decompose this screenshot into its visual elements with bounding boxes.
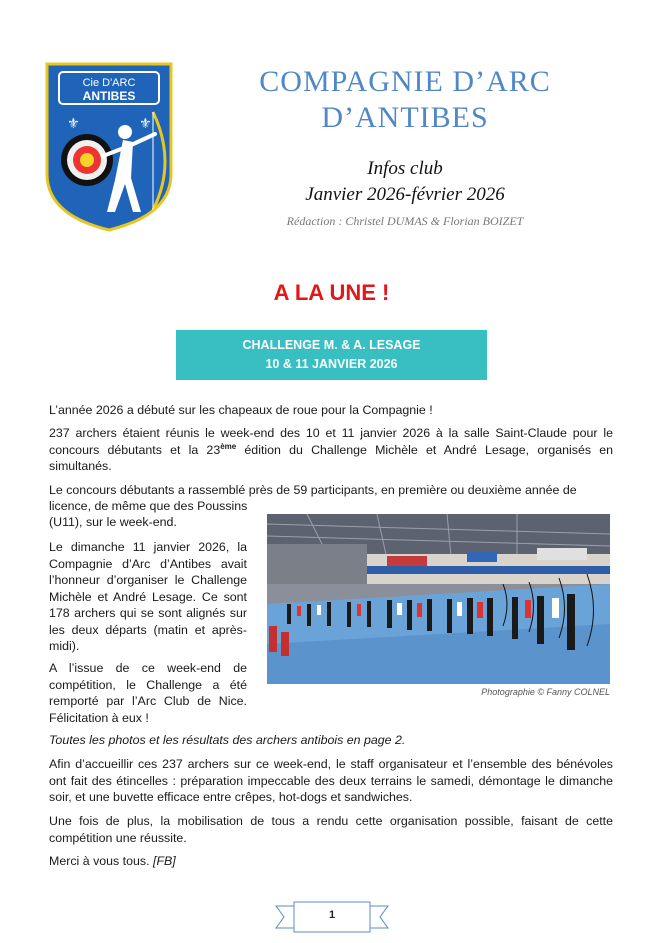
paragraph-beginners-line3: (U11), sur le week-end. xyxy=(49,515,177,529)
banner-date: 10 & 11 JANVIER 2026 xyxy=(265,357,398,371)
photo-caption: Photographie © Fanny COLNEL xyxy=(481,687,610,697)
club-title-line2: D’ANTIBES xyxy=(321,101,489,134)
newsletter-date-range: Janvier 2026-février 2026 xyxy=(305,184,505,205)
club-title-line1: COMPAGNIE D’ARC xyxy=(259,65,551,98)
page-number: 1 xyxy=(328,909,336,921)
newsletter-subtitle: Infos club xyxy=(367,158,443,179)
paragraph-winner: A l’issue de ce week-end de compétition, le Challenge a été remporté par l’Arc Club de Nice. Félicitation à eux ! xyxy=(49,661,247,725)
editors-credit: Rédaction : Christel DUMAS & Florian BOIZET xyxy=(286,214,524,228)
competition-photo xyxy=(267,514,610,684)
paragraph-mobilisation: Une fois de plus, la mobilisation de tous a rendu cette organisation possible, faisant de cette compétition une réussite. xyxy=(49,814,613,845)
paragraph-participants: 237 archers étaient réunis le week-end des 10 et 11 janvier 2026 à la salle Saint-Claude pour le concours débutants et la 23ème édition du Challenge Michèle et André Lesage, organisés en simultanés. xyxy=(49,426,614,473)
svg-text:⚜: ⚜ xyxy=(139,116,152,132)
headline: A LA UNE ! xyxy=(273,280,390,305)
section-banner xyxy=(176,330,487,380)
svg-text:⚜: ⚜ xyxy=(67,116,80,132)
club-logo xyxy=(45,62,173,232)
paragraph-beginners-line2: licence, de même que des Poussins xyxy=(49,499,248,513)
paragraph-challenge: Le dimanche 11 janvier 2026, la Compagnie d’Arc d’Antibes avait l’honneur d’organiser le Challenge Michèle et André Lesage. Ce sont 178 archers qui se sont alignés sur les deux départs (matin et après-midi). xyxy=(49,540,247,653)
logo-line2: ANTIBES xyxy=(82,89,136,103)
logo-line1: Cie D'ARC xyxy=(82,77,136,89)
paragraph-photos-note: Toutes les photos et les résultats des archers antibois en page 2. xyxy=(49,733,406,747)
banner-title: CHALLENGE M. & A. LESAGE xyxy=(242,338,421,352)
paragraph-intro: L’année 2026 a débuté sur les chapeaux de roue pour la Compagnie ! xyxy=(49,403,433,417)
paragraph-volunteers: Afin d’accueillir ces 237 archers sur ce week-end, le staff organisateur et l’ensemble des bénévoles ont fait des étincelles : préparation impeccable des deux terrains le samedi, démontage le dimanche soir, et une buvette efficace entre crêpes, hot-dogs et sandwiches. xyxy=(49,757,613,804)
paragraph-beginners-line1: Le concours débutants a rassemblé près de 59 participants, en première ou deuxième année de xyxy=(49,483,577,497)
paragraph-thanks: Merci à vous tous. [FB] xyxy=(49,854,176,868)
